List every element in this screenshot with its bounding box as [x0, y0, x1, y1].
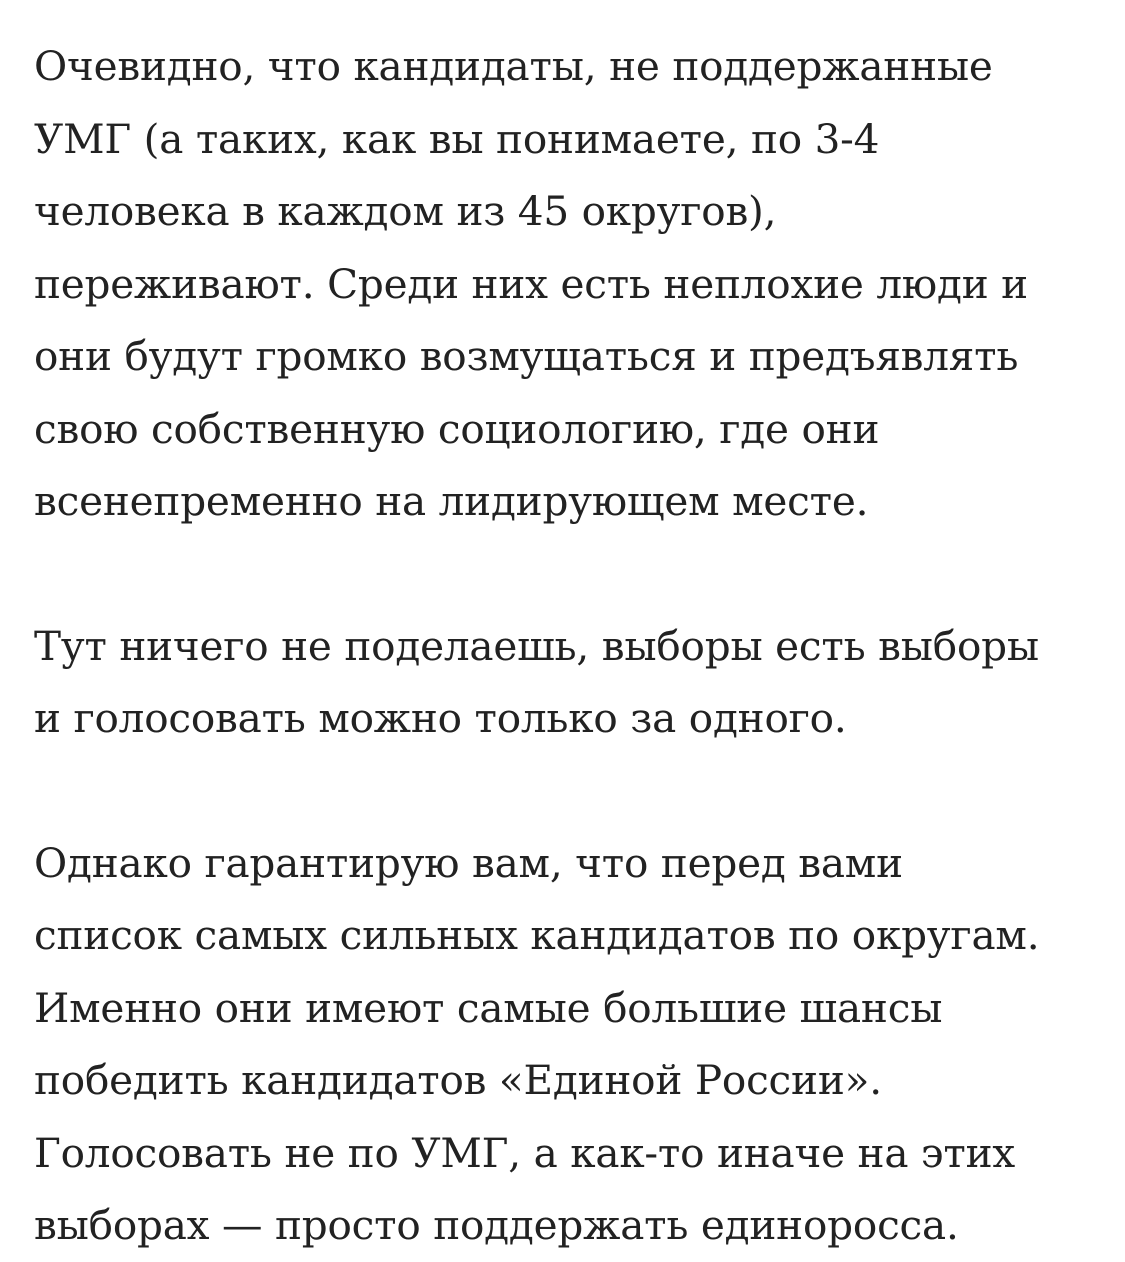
text-line: Именно они имеют самые большие шансы — [34, 983, 943, 1032]
text-line: человека в каждом из 45 округов), — [34, 187, 777, 235]
paragraph-candidates-worry — [34, 30, 1104, 538]
text-line: Тут ничего не поделаешь, выборы есть выборы — [34, 621, 1039, 670]
text-line: всенепременно на лидирующем месте. — [34, 477, 869, 525]
article-body — [34, 30, 1104, 1262]
text-line: победить кандидатов «Единой России». — [34, 1056, 882, 1104]
text-line: УМГ (а таких, как вы понимаете, по 3-4 — [34, 114, 880, 163]
paragraph-elections-are-elections — [34, 610, 1104, 755]
text-line: Очевидно, что кандидаты, не поддержанные — [34, 42, 993, 90]
text-line: они будут громко возмущаться и предъявлять — [34, 332, 1019, 380]
text-line: и голосовать можно только за одного. — [34, 694, 847, 742]
text-line: переживают. Среди них есть неплохие люди и — [34, 259, 1028, 308]
text-line: Однако гарантирую вам, что перед вами — [34, 838, 903, 887]
paragraph-strongest-candidates — [34, 827, 1104, 1262]
text-line: свою собственную социологию, где они — [34, 404, 880, 453]
text-line: список самых сильных кандидатов по округам. — [34, 911, 1040, 959]
text-line: Голосовать не по УМГ, а как-то иначе на этих — [34, 1128, 1016, 1177]
text-line: выборах — просто поддержать единоросса. — [34, 1201, 959, 1249]
